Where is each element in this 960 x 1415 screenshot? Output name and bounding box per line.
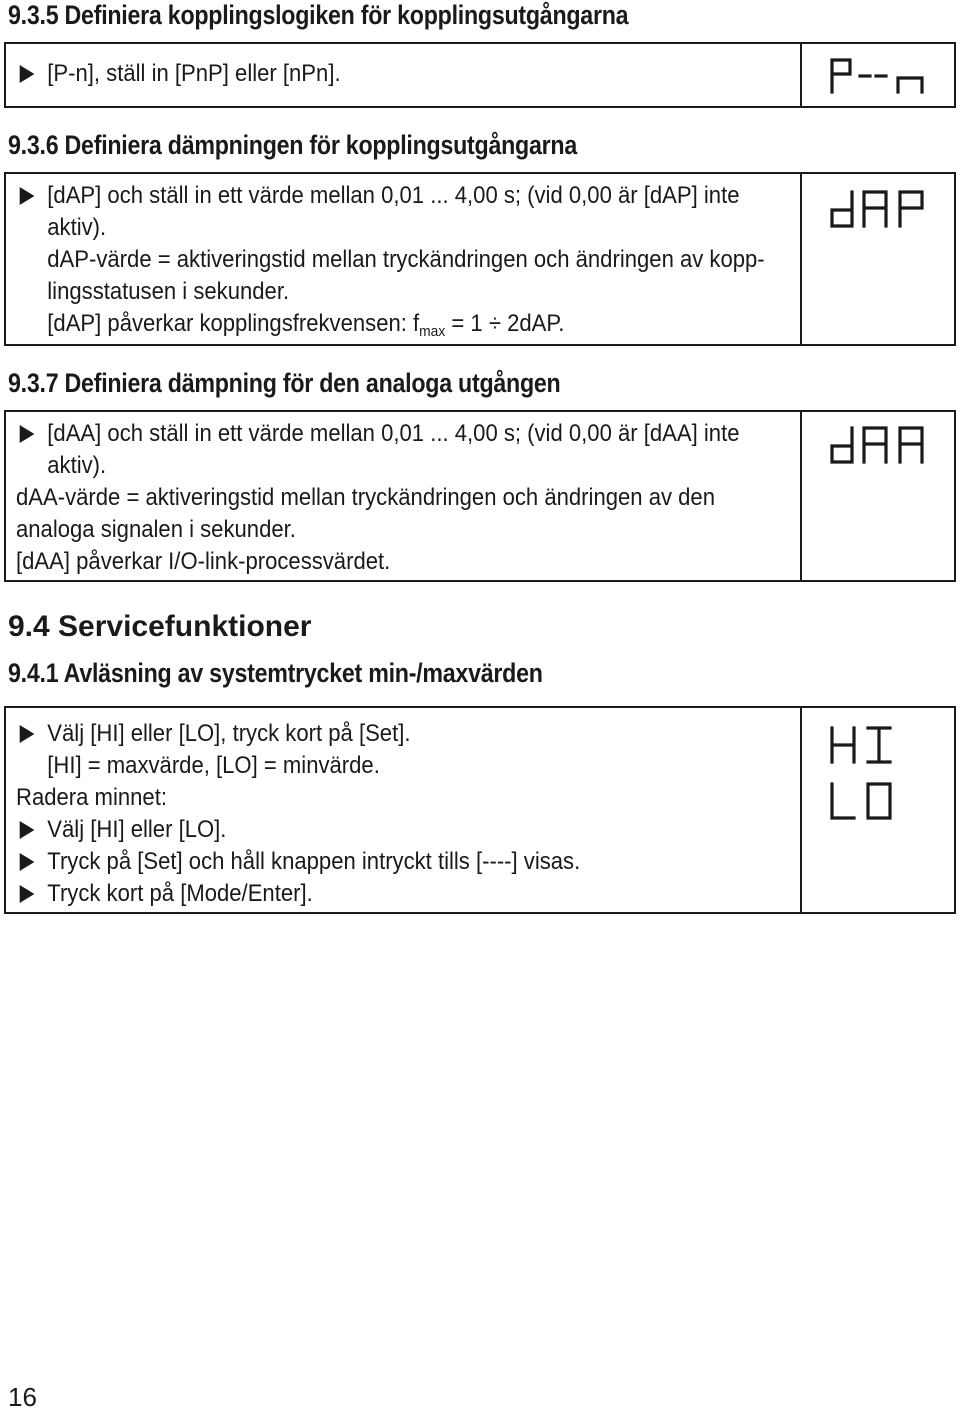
lcd-display-hi	[826, 724, 936, 768]
instruction-line: [dAP] påverkar kopplingsfrekvensen: $f_{max} = 1 \div 2dAP$.	[47, 310, 565, 340]
arrow-bullet-icon	[20, 725, 35, 743]
section-heading-9-4: 9.4 Servicefunktioner	[8, 610, 312, 643]
lcd-display-dap	[826, 188, 936, 232]
instruction-table-9-3-7	[4, 410, 956, 582]
instruction-line: dAP-värde = aktiveringstid mellan tryckändringen och ändringen av kopp-	[47, 246, 765, 273]
instruction-table-9-4-1	[4, 706, 956, 914]
instruction-line: Välj [HI] eller [LO], tryck kort på [Set].	[16, 718, 734, 750]
arrow-bullet-icon	[20, 425, 35, 443]
instruction-line: Radera minnet:	[16, 784, 167, 811]
instruction-line: [dAA] påverkar I/O-link-processvärdet.	[16, 548, 391, 575]
section-heading-9-3-7: 9.3.7 Definiera dämpning för den analoga utgången	[8, 368, 561, 398]
instruction-line: [P-n], ställ in [PnP] eller [nPn].	[16, 58, 734, 90]
instruction-line: dAA-värde = aktiveringstid mellan tryckändringen och ändringen av den	[16, 484, 715, 511]
instruction-table-9-3-5	[4, 42, 956, 108]
section-heading-9-3-5: 9.3.5 Definiera kopplingslogiken för kopplingsutgångarna	[8, 0, 629, 30]
instruction-line: [dAP] och ställ in ett värde mellan 0,01 ... 4,00 s; (vid 0,00 är [dAP] inte	[16, 180, 734, 212]
instruction-line: aktiv).	[47, 452, 107, 479]
page-number: 16	[8, 1382, 37, 1412]
arrow-bullet-icon	[20, 885, 35, 903]
instruction-line: Tryck på [Set] och håll knappen intryckt tills [----] visas.	[16, 846, 734, 878]
instruction-table-9-3-6	[4, 172, 956, 346]
arrow-bullet-icon	[20, 65, 35, 83]
lcd-display-lo	[826, 780, 936, 824]
instruction-line: analoga signalen i sekunder.	[16, 516, 296, 543]
section-heading-9-4-1: 9.4.1 Avläsning av systemtrycket min-/maxvärden	[8, 658, 543, 688]
section-heading-9-3-6: 9.3.6 Definiera dämpningen för kopplingsutgångarna	[8, 130, 577, 160]
instruction-line: aktiv).	[47, 214, 107, 241]
lcd-display-p-n	[826, 56, 936, 96]
instruction-line: Välj [HI] eller [LO].	[16, 814, 734, 846]
lcd-display-daa	[826, 424, 936, 468]
instruction-line: Tryck kort på [Mode/Enter].	[16, 878, 734, 910]
arrow-bullet-icon	[20, 853, 35, 871]
instruction-line: [dAA] och ställ in ett värde mellan 0,01 ... 4,00 s; (vid 0,00 är [dAA] inte	[16, 418, 734, 450]
instruction-line: lingsstatusen i sekunder.	[47, 278, 290, 305]
arrow-bullet-icon	[20, 187, 35, 205]
arrow-bullet-icon	[20, 821, 35, 839]
instruction-line: [HI] = maxvärde, [LO] = minvärde.	[47, 752, 380, 779]
